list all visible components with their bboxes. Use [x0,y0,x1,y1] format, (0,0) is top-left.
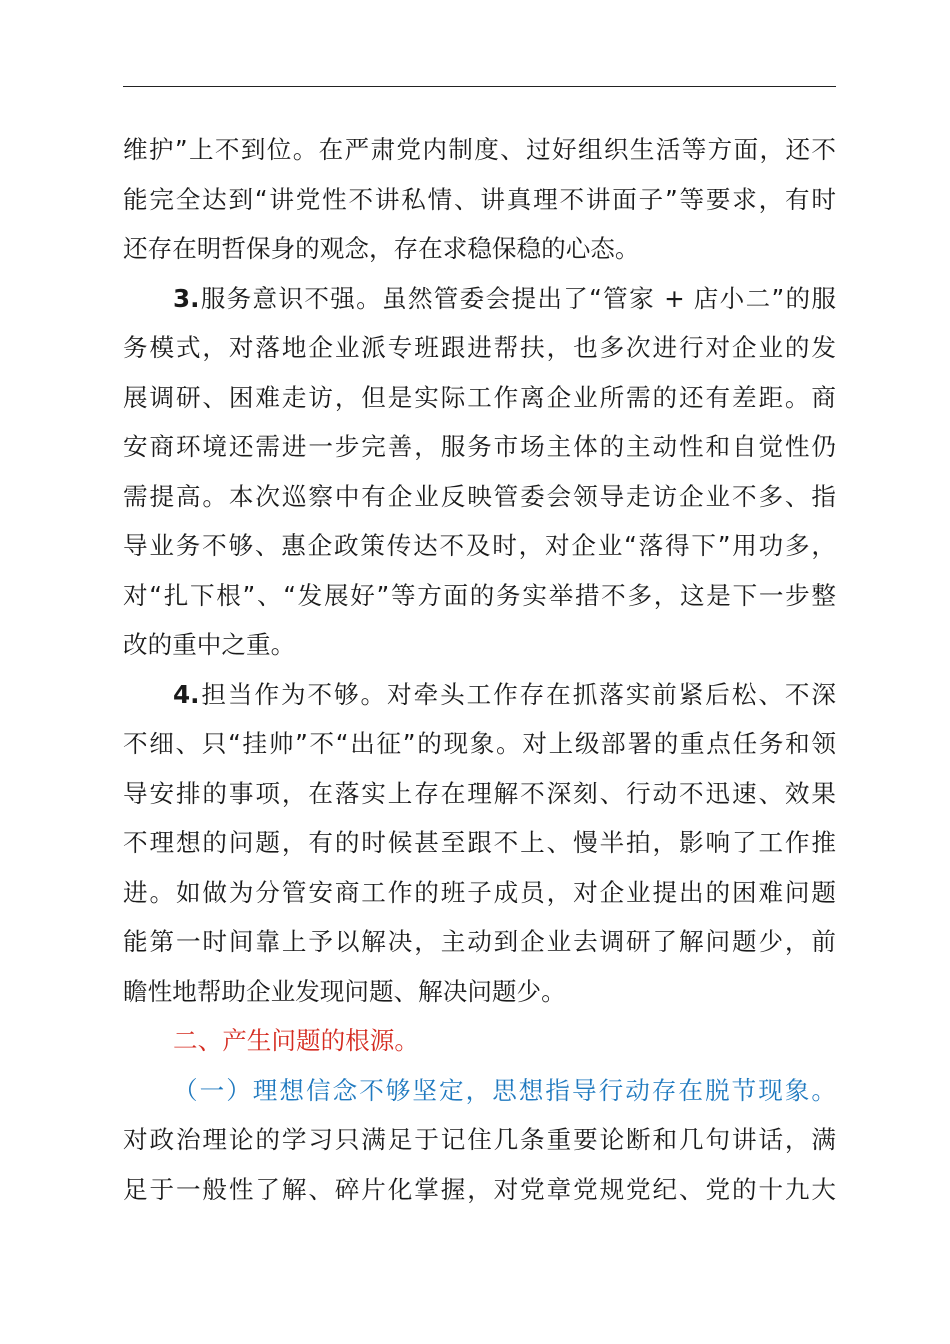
body-line: 安商环境还需进一步完善，服务市场主体的主动性和自觉性仍 [123,432,836,461]
body-line: 导业务不够、惠企政策传达不及时，对企业“落得下”用功多， [123,531,836,560]
body-line: 导安排的事项，在落实上存在理解不深刻、行动不迅速、效果 [123,778,836,808]
body-line: 不理想的问题，有的时候甚至跟不上、慢半拍，影响了工作推 [123,828,836,857]
body-line: 务模式，对落地企业派专班跟进帮扶，也多次进行对企业的发 [123,333,836,362]
subsection-heading: （一）理想信念不够坚定，思想指导行动存在脱节现象。 [173,1075,836,1105]
item-4-first-line [123,670,836,720]
item-3-first-line [123,274,836,324]
header-rule [123,86,836,87]
item-number: 4. [173,679,200,709]
body-line: 能完全达到“讲党性不讲私情、讲真理不讲面子”等要求，有时 [123,184,837,214]
body-line: 改的重中之重。 [123,630,296,659]
body-line: 足于一般性了解、碎片化掌握，对党章党规党纪、党的十九大 [123,1174,836,1204]
body-line: 不细、只“挂帅”不“出征”的现象。对上级部署的重点任务和领 [123,729,836,758]
item-3-text: 服务意识不强。虽然管委会提出了“管家 + 店小二”的服 [199,283,836,313]
body-line: 对政治理论的学习只满足于记住几条重要论断和几句讲话，满 [123,1125,836,1154]
section-heading: 二、产生问题的根源。 [173,1026,419,1055]
item-number: 3. [173,283,200,313]
body-line: 瞻性地帮助企业发现问题、解决问题少。 [123,976,566,1006]
document-body [123,125,836,1214]
body-line: 需提高。本次巡察中有企业反映管委会领导走访企业不多、指 [123,481,836,511]
body-line: 展调研、困难走访，但是实际工作离企业所需的还有差距。商 [123,382,836,412]
body-line: 对“扎下根”、“发展好”等方面的务实举措不多，这是下一步整 [123,580,836,610]
body-line: 还存在明哲保身的观念，存在求稳保稳的心态。 [123,234,640,263]
body-line: 能第一时间靠上予以解决，主动到企业去调研了解问题少，前 [123,927,836,956]
body-line: 进。如做为分管安商工作的班子成员，对企业提出的困难问题 [123,877,836,907]
body-line: 维护”上不到位。在严肃党内制度、过好组织生活等方面，还不 [123,135,836,164]
item-4-text: 担当作为不够。对牵头工作存在抓落实前紧后松、不深 [199,679,836,709]
